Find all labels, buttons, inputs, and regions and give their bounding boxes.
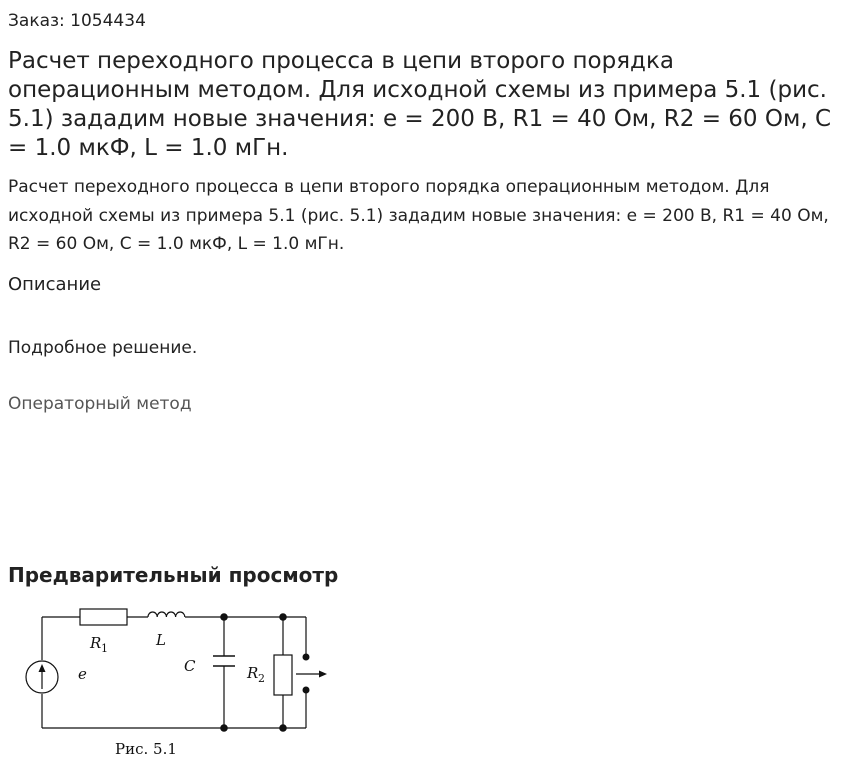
label-r2-subscript: 2 xyxy=(258,672,265,685)
label-r1-subscript: 1 xyxy=(101,642,108,655)
label-e: e xyxy=(78,665,87,683)
junction-dot-r2-bottom xyxy=(279,724,287,732)
label-c: C xyxy=(184,657,196,675)
label-l: L xyxy=(156,631,166,649)
output-arrow-head-icon xyxy=(319,671,327,678)
page-title: Расчет переходного процесса в цепи второго порядка операционным методом. Для исходной схемы из примера 5.1 (рис. 5.1) зададим новые значения: е = 200 В, R1 = 40 Ом, R2 = 60 Ом, С = 1.0 мкФ, L = 1.0 мГн. xyxy=(8,48,832,161)
method-text: Операторный метод xyxy=(8,394,192,414)
description-text: Расчет переходного процесса в цепи второго порядка операционным методом. Для исходной схемы из примера 5.1 (рис. 5.1) зададим новые значения: е = 200 В, R1 = 40 Ом, R2 = 60 Ом, С = 1.0 мкФ, L = 1.0 мГн. xyxy=(8,177,829,254)
description-section-label: Описание xyxy=(8,274,102,295)
resistor-r1 xyxy=(80,609,127,625)
junction-dot-cap-bottom xyxy=(220,724,228,732)
preview-heading: Предварительный просмотр xyxy=(8,563,339,587)
label-r2: R xyxy=(247,664,259,682)
circuit-diagram xyxy=(20,600,340,770)
junction-dot-cap-top xyxy=(220,613,228,621)
terminal-dot-bottom xyxy=(303,687,310,694)
junction-dot-r2-top xyxy=(279,613,287,621)
inductor-l xyxy=(148,612,185,617)
order-number: Заказ: 1054434 xyxy=(8,11,146,31)
terminal-dot-top xyxy=(303,654,310,661)
label-r1: R xyxy=(90,634,102,652)
solution-text: Подробное решение. xyxy=(8,338,198,358)
circuit-diagram-svg xyxy=(20,600,340,770)
figure-caption: Рис. 5.1 xyxy=(115,740,177,758)
resistor-r2 xyxy=(274,655,292,695)
